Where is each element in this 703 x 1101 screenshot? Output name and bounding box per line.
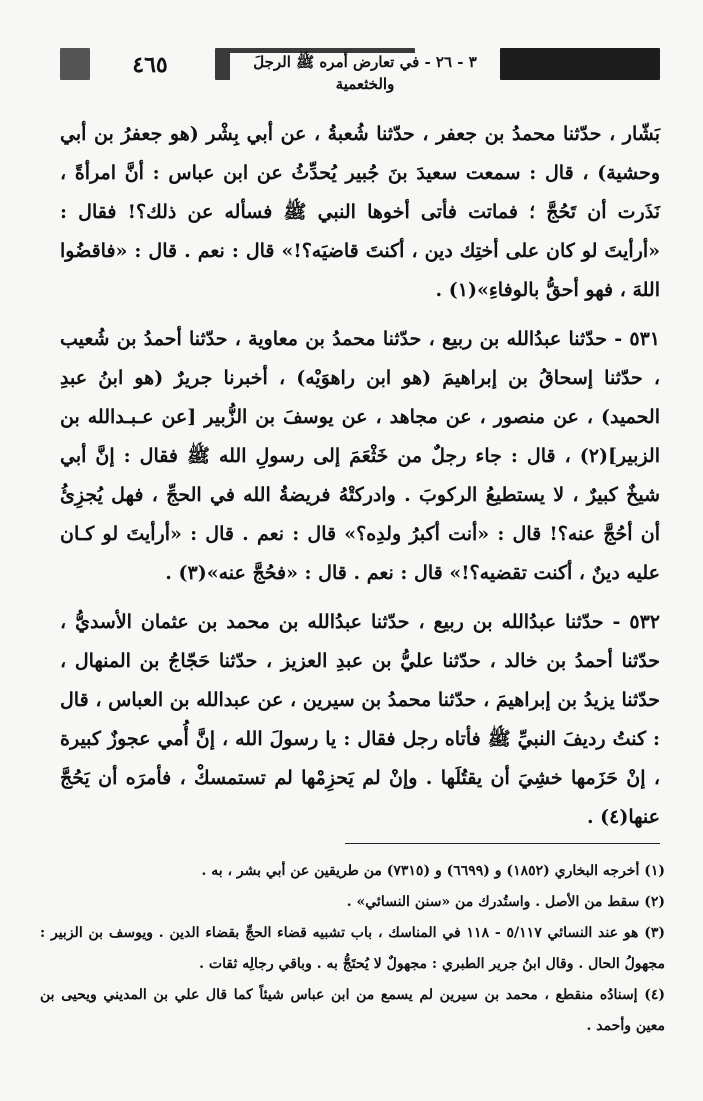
running-head: ٣ - ٢٦ - في تعارض أمره ﷺ الرجلَ والخثعمية: [230, 53, 500, 93]
paragraph: بَشّار ، حدّثنا محمدُ بن جعفر ، حدّثنا شُعبةُ ، عن أبي بِشْر (هو جعفرُ بن أبي وحشية) ، قال : سمعت سعيدَ بنَ جُبير يُحدِّثُ عن ابن عباس : أنَّ امرأةً ، نَذَرت أن تَحُجَّ ؛ فماتت فأتى أخوها النبي ﷺ فسأله عن ذلك؟! فقال : «أرأيتَ لو كان على أختِك دين ، أكنتَ قاضيَه؟!» قال : نعم . قال : «فاقضُوا اللهَ ، فهو أحقُّ بالوفاءِ»(١) .: [60, 123, 660, 301]
header-decor-bar-right: [500, 48, 660, 80]
footnotes: [40, 856, 665, 1042]
footnote-separator: [345, 843, 660, 844]
footnote: (٣) هو عند النسائي ٥/١١٧ - ١١٨ في المناسك ، باب تشبيه قضاء الحجِّ بقضاء الدين . ويوسف بن الزبير : مجهولُ الحال . وقال ابنُ جرير الطبري : مجهولٌ لا يُحتَجُّ به . وباقي رجالِه ثقات .: [40, 925, 665, 972]
page-number: ٤٦٥: [132, 52, 168, 78]
footnote: (٢) سقط من الأصل . واستُدرك من «سنن النسائي» .: [346, 894, 665, 910]
header-decor-bar-left: [60, 48, 90, 80]
main-text: [60, 115, 660, 847]
footnote: (١) أخرجه البخاري (١٨٥٢) و (٦٦٩٩) و (٧٣١٥) من طريقين عن أبي بشر ، به .: [201, 863, 665, 879]
hadith-532: ٥٣٢ - حدّثنا عبدُالله بن ربيع ، حدّثنا عبدُالله بن محمد بن عثمان الأسديُّ ، حدّثنا أحمدُ بن خالد ، حدّثنا عليُّ بن عبدِ العزيز ، حدّثنا حَجّاجُ بن المنهال ، حدّثنا يزيدُ بن إبراهيمَ ، حدّثنا محمدُ بن سيرين ، عن عبدالله بن العباس ، قال : كنتُ رديفَ النبيِّ ﷺ فأتاه رجل فقال : يا رسولَ الله ، إنَّ أُمي عجوزٌ كبيرة ، إنْ حَزَمها خشِيَ أن يقتُلَها . وإنْ لم يَحزِمْها لم تستمسكْ ، فأمرَه أن يَحُجَّ عنها(٤) .: [60, 611, 660, 828]
hadith-531: ٥٣١ - حدّثنا عبدُالله بن ربيع ، حدّثنا محمدُ بن معاوية ، حدّثنا أحمدُ بن شُعيب ، حدّثنا إسحاقُ بن إبراهيمَ (هو ابن راهوَيْه) ، أخبرنا جريرٌ (هو ابنُ عبدِ الحميد) ، عن منصور ، عن مجاهد ، عن يوسفَ بن الزُّبير [عن عـبـدالله بن الزبير](٢) ، قال : جاء رجلٌ من خَثْعَمَ إلى رسولِ الله ﷺ فقال : إنَّ أبي شيخٌ كبيرٌ ، لا يستطيعُ الركوبَ . وادركتْهُ فريضةُ الله في الحجِّ ، فهل يُجزِئُ أن أحُجَّ عنه؟! قال : «أنت أكبرُ ولدِه؟» قال : نعم . قال : «أرأيتَ لو كـان عليه دينٌ ، أكنت تقضيه؟!» قال : نعم . قال : «فحُجَّ عنه»(٣) .: [60, 328, 660, 584]
footnote: (٤) إسنادُه منقطع ، محمد بن سيرين لم يسمع من ابن عباس شيئاً كما قال علي بن المديني ويحيى بن معين وأحمد .: [40, 987, 665, 1034]
page-header: [60, 38, 660, 93]
